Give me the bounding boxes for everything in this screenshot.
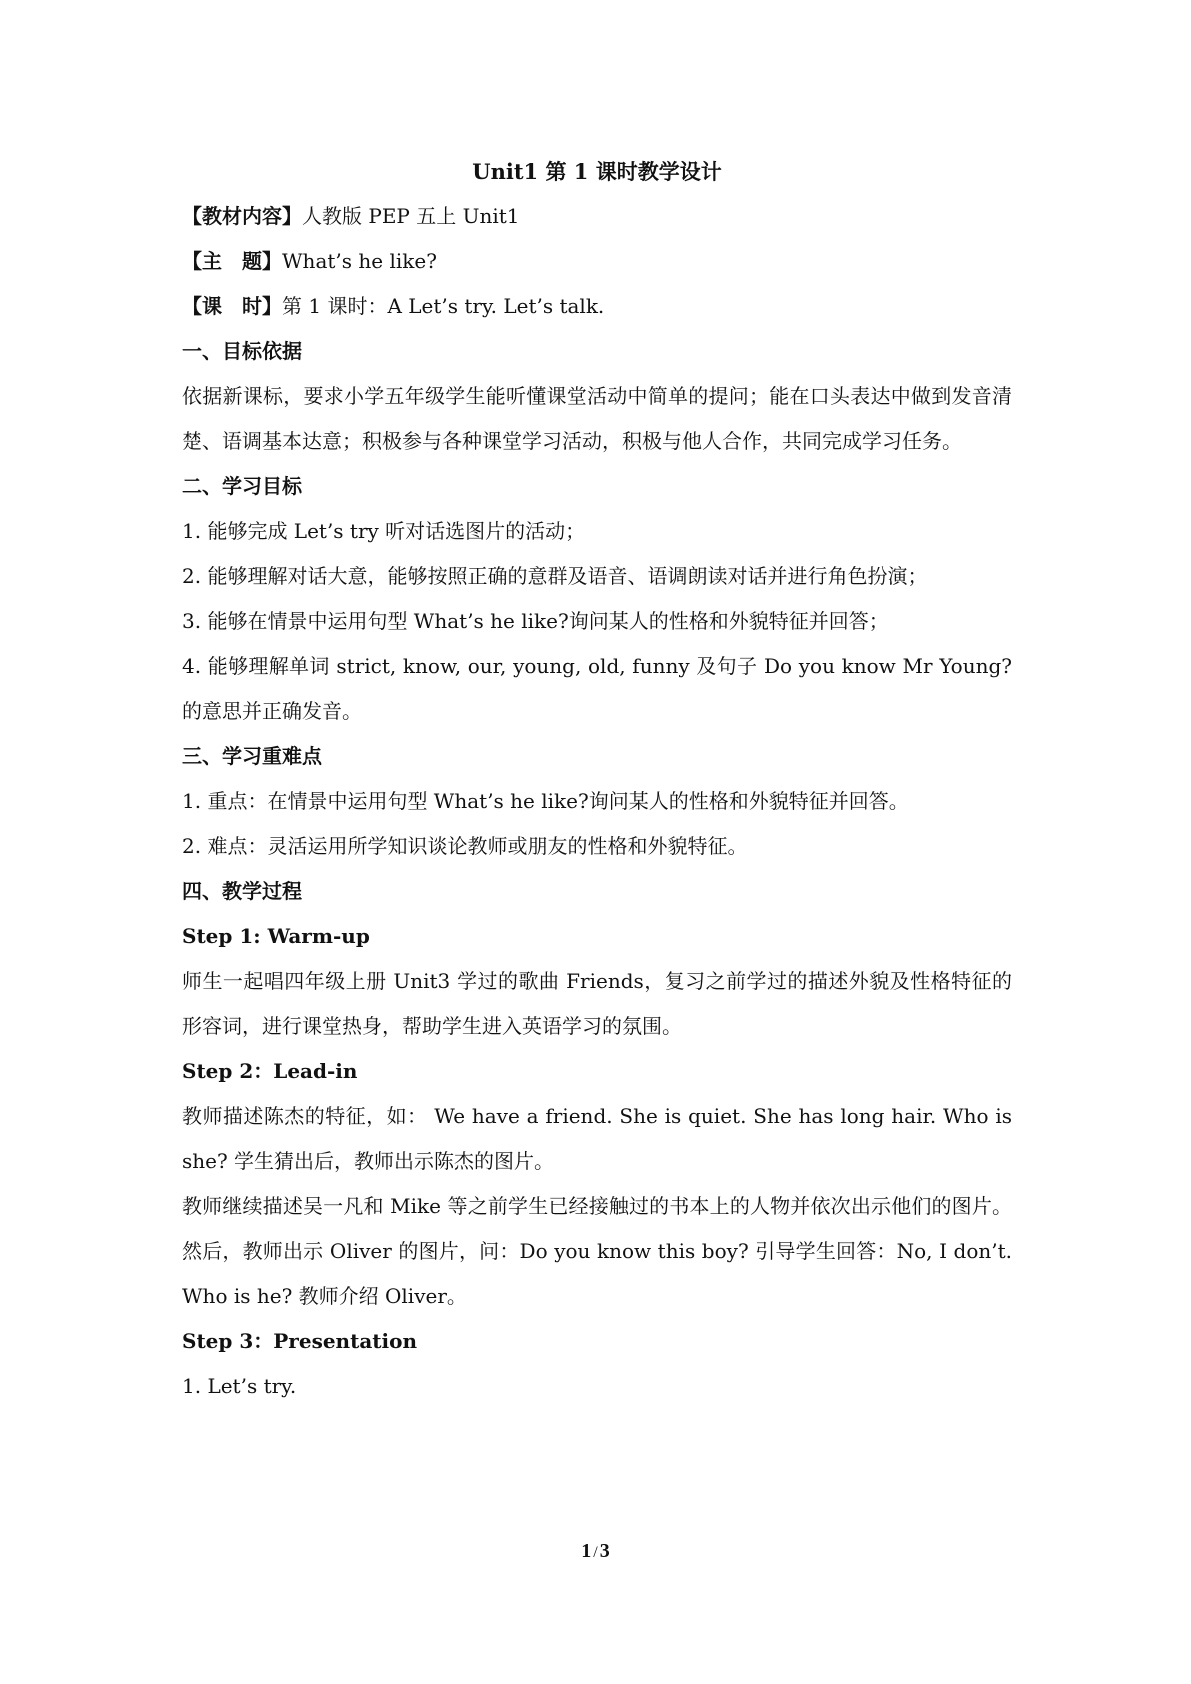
page-separator: / bbox=[593, 1544, 598, 1561]
material-value: 人教版 PEP 五上 Unit1 bbox=[302, 204, 520, 228]
step3-item: 1. Let’s try. bbox=[182, 1374, 297, 1398]
key-point-item: 2. 难点：灵活运用所学知识谈论教师或朋友的性格和外貌特征。 bbox=[182, 834, 748, 858]
basis-paragraph: 依据新课标，要求小学五年级学生能听懂课堂活动中简单的提问；能在口头表达中做到发音清楚、语调基本达意；积极参与各种课堂学习活动，积极与他人合作，共同完成学习任务。 bbox=[182, 384, 1012, 453]
total-pages: 3 bbox=[599, 1540, 610, 1562]
period-line bbox=[182, 284, 1012, 329]
step3-title: Step 3：Presentation bbox=[182, 1329, 418, 1353]
material-line bbox=[182, 194, 1012, 239]
topic-value: What’s he like? bbox=[282, 249, 437, 273]
step2-paragraph: 教师继续描述吴一凡和 Mike 等之前学生已经接触过的书本上的人物并依次出示他们的图片。然后，教师出示 Oliver 的图片，问：Do you know this boy? 引导学生回答：No, I don’t. Who is he? 教师介绍 Oliver。 bbox=[182, 1194, 1012, 1308]
step2-paragraph: 教师描述陈杰的特征，如： We have a friend. She is quiet. She has long hair. Who is she? 学生猜出后，教师出示陈杰的图片。 bbox=[182, 1104, 1012, 1173]
goal-item: 3. 能够在情景中运用句型 What’s he like?询问某人的性格和外貌特征并回答； bbox=[182, 609, 889, 633]
goal-item: 4. 能够理解单词 strict, know, our, young, old, funny 及句子 Do you know Mr Young?的意思并正确发音。 bbox=[182, 654, 1012, 723]
section-heading-goals: 二、学习目标 bbox=[182, 474, 302, 498]
section-heading-process: 四、教学过程 bbox=[182, 879, 302, 903]
period-label: 【课 时】 bbox=[182, 294, 282, 318]
key-point-item: 1. 重点：在情景中运用句型 What’s he like?询问某人的性格和外貌特征并回答。 bbox=[182, 789, 909, 813]
step1-title: Step 1: Warm-up bbox=[182, 924, 370, 948]
topic-line bbox=[182, 239, 1012, 284]
page-number bbox=[0, 1540, 1191, 1563]
document-title: Unit1 第 1 课时教学设计 bbox=[472, 159, 722, 184]
current-page: 1 bbox=[581, 1540, 592, 1562]
step1-paragraph: 师生一起唱四年级上册 Unit3 学过的歌曲 Friends，复习之前学过的描述外貌及性格特征的形容词，进行课堂热身，帮助学生进入英语学习的氛围。 bbox=[182, 969, 1012, 1038]
section-heading-key-points: 三、学习重难点 bbox=[182, 744, 322, 768]
goal-item: 2. 能够理解对话大意，能够按照正确的意群及语音、语调朗读对话并进行角色扮演； bbox=[182, 564, 928, 588]
section-heading-basis: 一、目标依据 bbox=[182, 339, 302, 363]
period-value: 第 1 课时：A Let’s try. Let’s talk. bbox=[282, 294, 605, 318]
material-label: 【教材内容】 bbox=[182, 204, 302, 228]
goal-item: 1. 能够完成 Let’s try 听对话选图片的活动； bbox=[182, 519, 586, 543]
topic-label: 【主 题】 bbox=[182, 249, 282, 273]
document-page bbox=[182, 150, 1012, 1409]
step2-title: Step 2：Lead-in bbox=[182, 1059, 358, 1083]
